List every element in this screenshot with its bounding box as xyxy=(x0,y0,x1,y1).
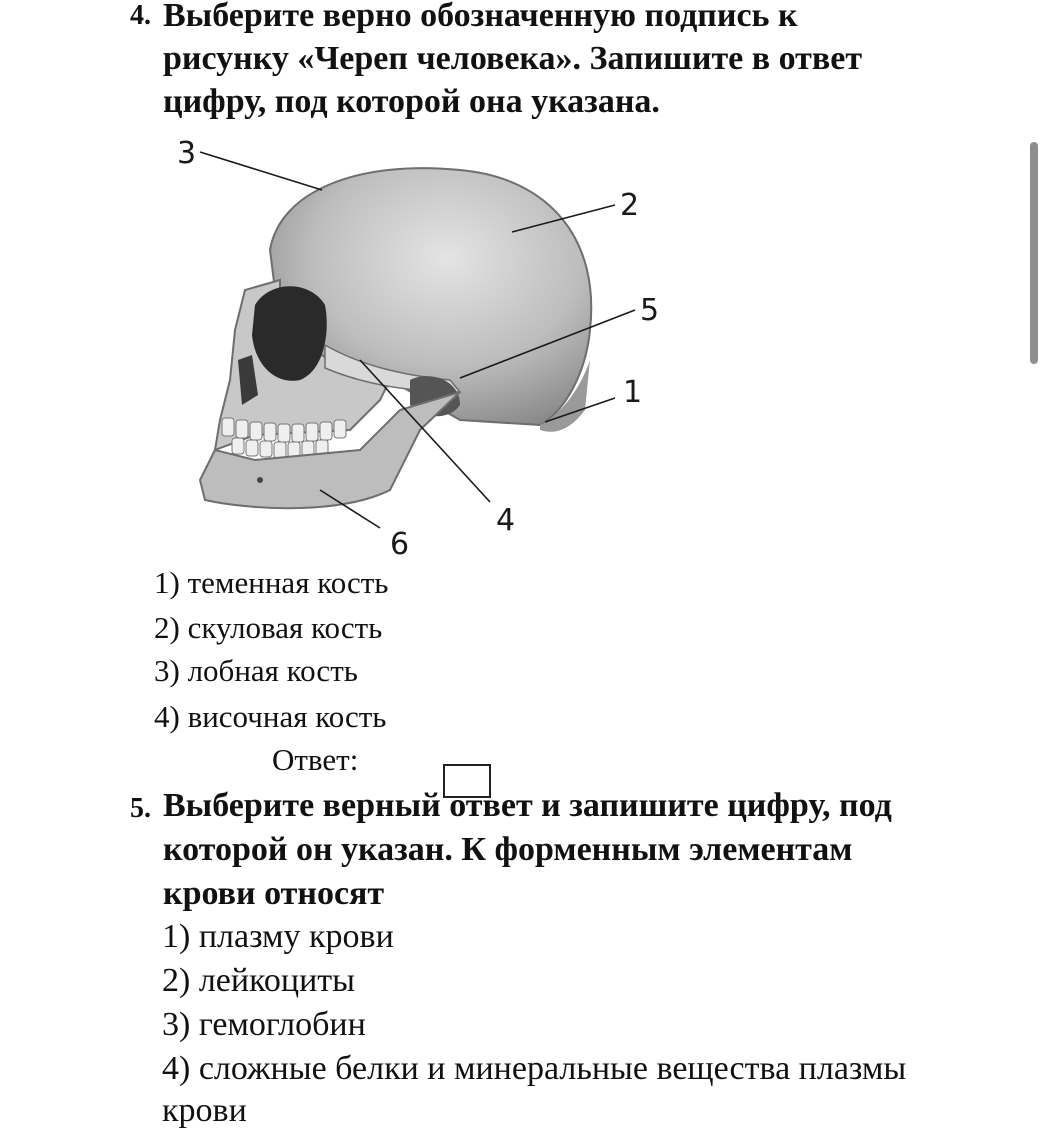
q4-option-1: 1) теменная кость xyxy=(154,565,389,600)
callout-3: 3 xyxy=(177,136,197,171)
skull-illustration xyxy=(160,130,680,560)
skull-teeth xyxy=(222,418,346,458)
q4-option-4: 4) височная кость xyxy=(154,699,387,734)
question-5-text-line: которой он указан. К форменным элементам xyxy=(163,831,853,868)
callout-2: 2 xyxy=(620,188,640,223)
question-4-text-line: рисунку «Череп человека». Запишите в ответ xyxy=(163,40,863,77)
question-5-number: 5. xyxy=(130,793,151,824)
q5-option-1: 1) плазму крови xyxy=(162,918,394,955)
q5-option-3: 3) гемоглобин xyxy=(162,1006,366,1043)
answer-label: Ответ: xyxy=(272,742,359,777)
q4-option-3: 3) лобная кость xyxy=(154,653,358,688)
question-4-text-line: цифру, под которой она указана. xyxy=(163,83,660,120)
q5-option-2: 2) лейкоциты xyxy=(162,962,355,999)
q4-option-2: 2) скуловая кость xyxy=(154,610,383,645)
callout-4: 4 xyxy=(496,503,516,538)
question-4-text-line: Выберите верно обозначенную подпись к xyxy=(163,0,798,34)
callout-6: 6 xyxy=(390,527,410,560)
q5-option-4: 4) сложные белки и минеральные вещества плазмы xyxy=(162,1050,907,1087)
scrollbar[interactable] xyxy=(1030,142,1038,364)
question-5-text-line: Выберите верный ответ и запишите цифру, под xyxy=(163,787,892,824)
question-5-text-line: крови относят xyxy=(163,875,385,912)
q5-option-4-continuation: крови xyxy=(162,1092,247,1129)
callout-5: 5 xyxy=(640,293,660,328)
question-4-number: 4. xyxy=(130,0,151,31)
callout-1: 1 xyxy=(623,375,643,410)
